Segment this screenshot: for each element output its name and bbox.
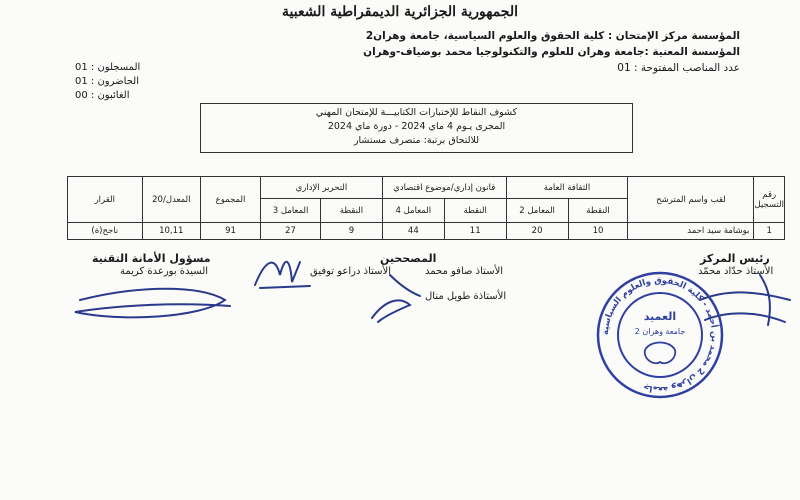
header-name: لقب واسم المترشح bbox=[628, 177, 754, 223]
official-seal-stamp bbox=[595, 270, 725, 400]
header-decision: القرار bbox=[68, 177, 143, 223]
exam-center-line: المؤسسة مركز الإمتحان : كلية الحقوق والعلوم السياسية، جامعة وهران2 bbox=[365, 30, 740, 42]
cell-decision: ناجح(ة) bbox=[68, 223, 143, 240]
registered-count: المسجلون : 01 bbox=[75, 62, 141, 73]
cell-name: بوشامة سيد احمد bbox=[628, 223, 754, 240]
corrector-2-name: الأستاذ دراعو توفيق bbox=[310, 266, 392, 277]
header-average: المعدل/20 bbox=[142, 177, 200, 223]
present-count: الحاضرون : 01 bbox=[75, 76, 139, 87]
header-s3-grade: النقطة bbox=[321, 199, 383, 223]
header-s1-grade: النقطة bbox=[568, 199, 628, 223]
cell-s2-grade: 11 bbox=[444, 223, 506, 240]
title-line-3: للالتحاق برتبة: متصرف مستشار bbox=[353, 135, 480, 146]
positions-line: عدد المناصب المفتوحة : 01 bbox=[617, 62, 740, 74]
cell-s1-weighted: 20 bbox=[506, 223, 568, 240]
stamp-emblem bbox=[645, 343, 675, 364]
header-subject-admin-writing: التحرير الإداري bbox=[261, 177, 383, 199]
header-s2-coef: المعامل 4 bbox=[382, 199, 444, 223]
country-title: الجمهورية الجزائرية الديمقراطية الشعبية bbox=[281, 4, 518, 20]
cell-s3-grade: 9 bbox=[321, 223, 383, 240]
center-head-name: الأستاذ حدّاد محمّد bbox=[698, 266, 774, 277]
cell-s3-weighted: 27 bbox=[261, 223, 321, 240]
header-reg-no: رقم التسجيل bbox=[754, 177, 785, 223]
corrector-1-name: الأستاذ صافو محمد bbox=[425, 266, 504, 277]
technical-secretariat-name: السيدة بورعدة كريمة bbox=[120, 266, 209, 277]
institution-line: المؤسسة المعنية :جامعة وهران للعلوم والتكنولوجيا محمد بوضياف-وهران bbox=[363, 46, 740, 58]
stamp-center-line-2: جامعة وهران 2 bbox=[634, 327, 686, 336]
absent-count: الغائبون : 00 bbox=[75, 90, 130, 101]
cell-s2-weighted: 44 bbox=[382, 223, 444, 240]
corrector-3-name: الأستاذة طويل منال bbox=[425, 291, 507, 302]
stamp-center-line-1: العميد bbox=[643, 310, 677, 323]
header-subject-admin-law: قانون إداري/موضوع اقتصادي bbox=[382, 177, 506, 199]
correctors-title: المصححين bbox=[380, 252, 437, 265]
technical-secretariat-title: مسؤول الأمانة التقنية bbox=[92, 252, 211, 265]
signature-corrector-3 bbox=[372, 275, 420, 322]
header-s3-coef: المعامل 3 bbox=[261, 199, 321, 223]
title-line-2: المجرى يـوم 4 ماي 2024 - دورة ماي 2024 bbox=[327, 121, 506, 132]
stamp-ring-text: جامعة وهران 2 محمد بن أحمد - كلية الحقوق والعلوم السياسية bbox=[600, 275, 720, 395]
center-head-title: رئيس المركز bbox=[700, 252, 770, 265]
cell-reg-no: 1 bbox=[754, 223, 785, 240]
signature-tech-secretariat bbox=[75, 289, 230, 318]
cell-total: 91 bbox=[200, 223, 260, 240]
header-subject-general-culture: الثقافة العامة bbox=[506, 177, 628, 199]
header-s2-grade: النقطة bbox=[444, 199, 506, 223]
signature-corrector-2 bbox=[255, 262, 310, 288]
cell-s1-grade: 10 bbox=[568, 223, 628, 240]
cell-average: 10,11 bbox=[142, 223, 200, 240]
title-line-1: كشوف النقاط للإختبارات الكتابيـــة للإمتحان المهني bbox=[315, 107, 518, 118]
header-s1-coef: المعامل 2 bbox=[506, 199, 568, 223]
header-total: المجموع bbox=[200, 177, 260, 223]
